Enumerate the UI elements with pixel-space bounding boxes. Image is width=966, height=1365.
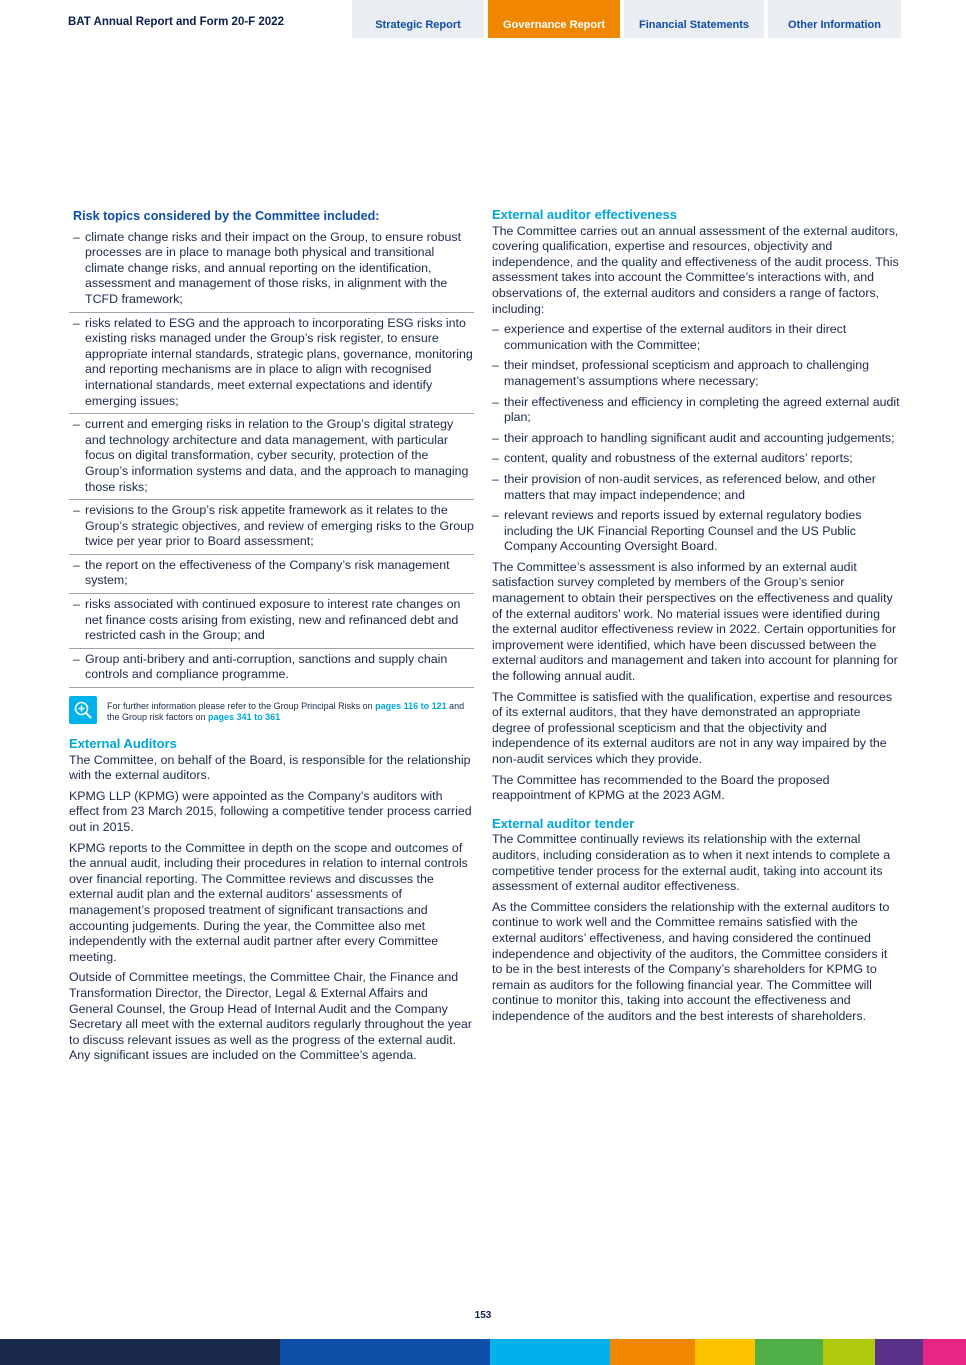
external-auditors-heading: External Auditors xyxy=(69,736,177,752)
factor-item: – relevant reviews and reports issued by external regulatory bodies including the UK Financial Reporting Counsel and the US Public Company Accounting Oversight Board. xyxy=(492,508,900,555)
paragraph: KPMG LLP (KPMG) were appointed as the Company’s auditors with effect from 23 March 2015, following a competitive tender process carried out in 2015. xyxy=(69,788,472,834)
stripe-segment xyxy=(0,1339,280,1365)
risk-item: – the report on the effectiveness of the Company’s risk management system; xyxy=(69,555,474,594)
stripe-segment xyxy=(755,1339,823,1365)
factor-item: – their provision of non-audit services, as referenced below, and other matters that may impact independence; and xyxy=(492,472,900,503)
document-title: BAT Annual Report and Form 20-F 2022 xyxy=(68,16,284,28)
stripe-segment xyxy=(610,1339,695,1365)
paragraph: As the Committee considers the relationship with the external auditors to continue to work well and the Committee remains satisfied with the external auditors’ effectiveness, and having considered the continued independence and objectivity of the auditors, the Committee considers it to be in the best interests of the Company’s shareholders for KPMG to remain as auditors for the following financial year. The Committee will continue to monitor this, taking into account the effectiveness and independence of the auditors and the best interests of shareholders. xyxy=(492,899,890,1023)
paragraph: The Committee continually reviews its relationship with the external auditors, including consideration as to when it next intends to complete a competitive tender process for the external audit, taking into account its assessment of external auditor effectiveness. xyxy=(492,832,891,894)
stripe-segment xyxy=(875,1339,923,1365)
stripe-segment xyxy=(695,1339,755,1365)
paragraph: The Committee is satisfied with the qualification, expertise and resources of its external auditors, that they have demonstrated an appropriate degree of professional scepticism and that the objectivity and independence of its external auditors are not in any way impaired by the non-audit services which they provide. xyxy=(492,689,893,766)
tab-financial-statements[interactable]: Financial Statements xyxy=(624,0,764,38)
tab-strategic-report[interactable]: Strategic Report xyxy=(352,0,484,38)
principal-risks-link[interactable]: pages 116 to 121 xyxy=(375,701,447,712)
risk-item: – risks related to ESG and the approach to incorporating ESG risks into existing risks managed under the Group’s risk register, to ensure appropriate internal standards, strategic plans, governance, monitoring and reporting mechanisms are in place to align with recognised international standards, meet external expectations and identify emerging issues; xyxy=(69,313,474,415)
assessment-factors-list xyxy=(492,322,900,555)
page-number: 153 xyxy=(474,1310,492,1321)
paragraph: The Committee, on behalf of the Board, is responsible for the relationship with the external auditors. xyxy=(69,752,471,783)
tab-other-information[interactable]: Other Information xyxy=(768,0,901,38)
further-info-box xyxy=(69,696,474,724)
risk-topics-heading: Risk topics considered by the Committee included: xyxy=(73,209,380,223)
factor-item: – their mindset, professional scepticism and approach to challenging management’s assumptions where necessary; xyxy=(492,358,900,389)
risk-item: – Group anti-bribery and anti-corruption, sanctions and supply chain controls and compliance programme. xyxy=(69,649,474,688)
risk-item: – risks associated with continued exposure to interest rate changes on net finance costs arising from existing, new and refinanced debt and restricted cash in the Group; and xyxy=(69,594,474,649)
paragraph: KPMG reports to the Committee in depth on the scope and outcomes of the annual audit, including their procedures in relation to internal controls over financial reporting. The Committee reviews and discusses the external audit plan and the external auditors’ assessments of management’s proposed treatment of significant transactions and accounting judgements. During the year, the Committee also met independently with the external audit partner after every Committee meeting. xyxy=(69,840,468,964)
tab-governance-report[interactable]: Governance Report xyxy=(488,0,620,38)
stripe-segment xyxy=(490,1339,610,1365)
info-text-part: For further information please refer to the Group Principal Risks on xyxy=(107,701,376,712)
section-tabs xyxy=(352,0,901,38)
footer-color-stripe xyxy=(0,1339,966,1365)
factor-item: – content, quality and robustness of the external auditors’ reports; xyxy=(492,451,900,467)
auditor-tender-heading: External auditor tender xyxy=(492,815,635,831)
stripe-segment xyxy=(280,1339,490,1365)
info-text-part: and the Group risk factors on xyxy=(107,701,465,723)
paragraph: The Committee has recommended to the Board the proposed reappointment of KPMG at the 2023 AGM. xyxy=(492,772,830,803)
risk-factors-link[interactable]: pages 341 to 361 xyxy=(208,712,281,723)
risk-item: – current and emerging risks in relation to the Group’s digital strategy and technology architecture and data management, with particular focus on digital transformation, cyber security, protection of the Group’s information systems and data, and the approach to managing those risks; xyxy=(69,414,474,500)
risk-item: – revisions to the Group’s risk appetite framework as it relates to the Group’s strategic objectives, and review of emerging risks to the Group twice per year prior to Board assessment; xyxy=(69,500,474,555)
top-bar xyxy=(0,0,966,38)
paragraph: Outside of Committee meetings, the Committee Chair, the Finance and Transformation Director, the Director, Legal & External Affairs and General Counsel, the Group Head of Internal Audit and the Company Secretary all meet with the external auditors regularly throughout the year to discuss relevant issues as well as the progress of the external audit. Any significant issues are included on the Committee’s agenda. xyxy=(69,970,472,1063)
stripe-segment xyxy=(923,1339,966,1365)
risk-item: – climate change risks and their impact on the Group, to ensure robust processes are in place to manage both physical and transitional climate change risks, and annual reporting on the identification, assessment and management of those risks, in alignment with the TCFD framework; xyxy=(69,227,474,313)
zoom-in-icon xyxy=(69,696,97,724)
factor-item: – their effectiveness and efficiency in completing the agreed external audit plan; xyxy=(492,395,900,426)
paragraph: The Committee carries out an annual assessment of the external auditors, covering qualification, expertise and resources, objectivity and independence, and the quality and effectiveness of the audit process. This assessment takes into account the Committee’s interactions with, and observations of, the external auditors and considers a range of factors, including: xyxy=(492,223,899,316)
factor-item: – their approach to handling significant audit and accounting judgements; xyxy=(492,431,900,447)
stripe-segment xyxy=(823,1339,875,1365)
auditor-effectiveness-heading: External auditor effectiveness xyxy=(492,207,677,222)
paragraph: The Committee’s assessment is also informed by an external audit satisfaction survey completed by members of the Group’s senior management to obtain their perspectives on the effectiveness and quality of the external auditors’ work. No material issues were identified during the external auditor effectiveness review in 2022. Certain opportunities for improvement were identified, which have been discussed between the external auditors and management and taken into account for planning for the following annual audit. xyxy=(492,559,898,684)
risk-topics-list xyxy=(69,227,474,688)
right-column xyxy=(492,207,900,1030)
factor-item: – experience and expertise of the external auditors in their direct communication with the Committee; xyxy=(492,322,900,353)
further-info-text xyxy=(107,696,474,723)
left-column xyxy=(69,207,474,1069)
